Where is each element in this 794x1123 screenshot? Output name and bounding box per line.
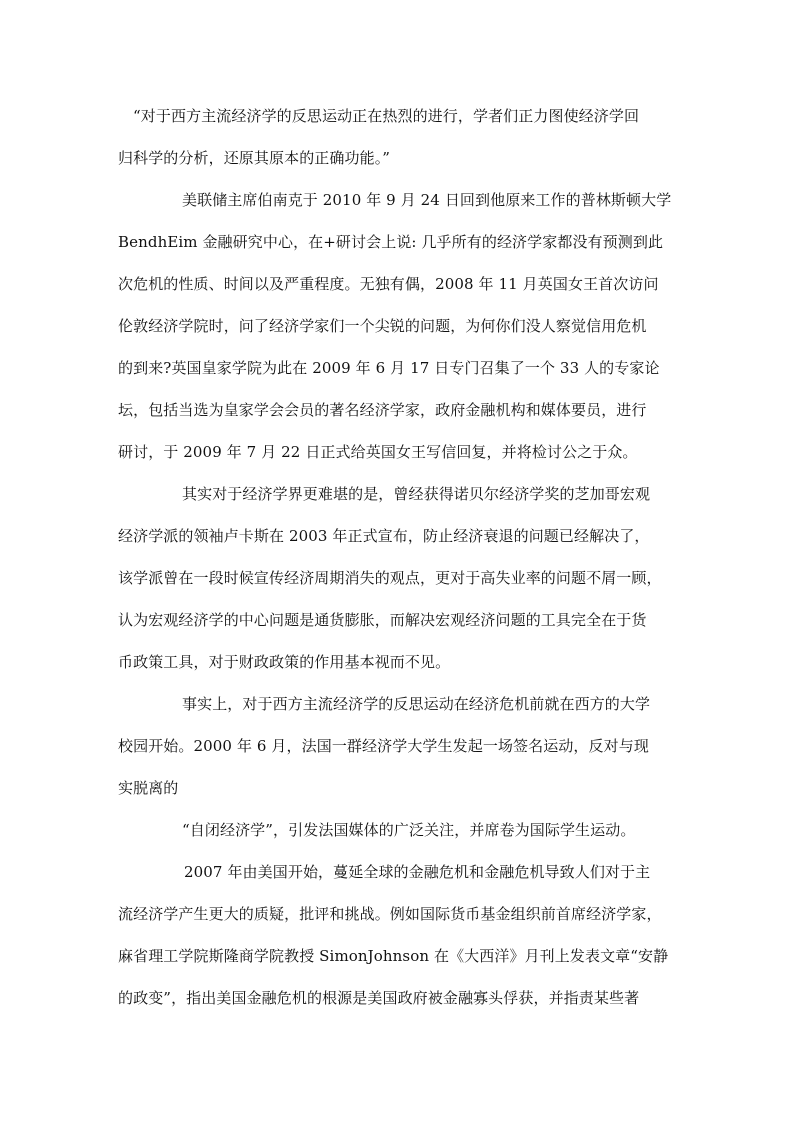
text-line: 实脱离的 xyxy=(118,779,179,797)
text-line: 美联储主席伯南克于 2010 年 9 月 24 日回到他原来工作的普林斯顿大学 xyxy=(182,191,672,209)
text-line: 坛，包括当选为皇家学会会员的著名经济学家，政府金融机构和媒体要员，进行 xyxy=(118,401,647,419)
text-line: 伦敦经济学院时，问了经济学家们一个尖锐的问题，为何你们没人察觉信用危机 xyxy=(118,317,647,335)
text-line: 次危机的性质、时间以及严重程度。无独有偶，2008 年 11 月英国女王首次访问 xyxy=(118,275,659,293)
text-line: “自闭经济学”，引发法国媒体的广泛关注，并席卷为国际学生运动。 xyxy=(182,821,636,839)
text-line: 认为宏观经济学的中心问题是通货膨胀，而解决宏观经济问题的工具完全在于货 xyxy=(118,611,647,629)
text-line: “对于西方主流经济学的反思运动正在热烈的进行，学者们正力图使经济学回 xyxy=(133,107,640,125)
text-line: 麻省理工学院斯隆商学院教授 SimonJohnson 在《大西洋》月刊上发表文章“安静 xyxy=(118,947,669,965)
text-line: 的到来?英国皇家学院为此在 2009 年 6 月 17 日专门召集了一个 33 人的专家论 xyxy=(118,359,660,377)
text-line: 该学派曾在一段时候宣传经济周期消失的观点，更对于高失业率的问题不屑一顾， xyxy=(118,569,662,587)
text-line: 的政变”，指出美国金融危机的根源是美国政府被金融寡头俘获，并指责某些著 xyxy=(118,989,640,1007)
text-line: 事实上，对于西方主流经济学的反思运动在经济危机前就在西方的大学 xyxy=(182,695,651,713)
text-line: BendhEim 金融研究中心，在+研讨会上说: 几乎所有的经济学家都没有预测到此 xyxy=(118,233,664,251)
text-line: 归科学的分析，还原其原本的正确功能。” xyxy=(118,149,391,167)
text-line: 经济学派的领袖卢卡斯在 2003 年正式宣布，防止经济衰退的问题已经解决了， xyxy=(118,527,650,545)
text-line: 流经济学产生更大的质疑，批评和挑战。例如国际货币基金组织前首席经济学家， xyxy=(118,905,662,923)
text-line: 币政策工具，对于财政政策的作用基本视而不见。 xyxy=(118,653,451,671)
text-line: 其实对于经济学界更难堪的是，曾经获得诺贝尔经济学奖的芝加哥宏观 xyxy=(182,485,651,503)
text-line: 研讨，于 2009 年 7 月 22 日正式给英国女王写信回复，并将检讨公之于众。 xyxy=(118,443,638,461)
text-line: 校园开始。2000 年 6 月，法国一群经济学大学生发起一场签名运动，反对与现 xyxy=(118,737,649,755)
text-line: 2007 年由美国开始，蔓延全球的金融危机和金融危机导致人们对于主 xyxy=(184,863,651,881)
